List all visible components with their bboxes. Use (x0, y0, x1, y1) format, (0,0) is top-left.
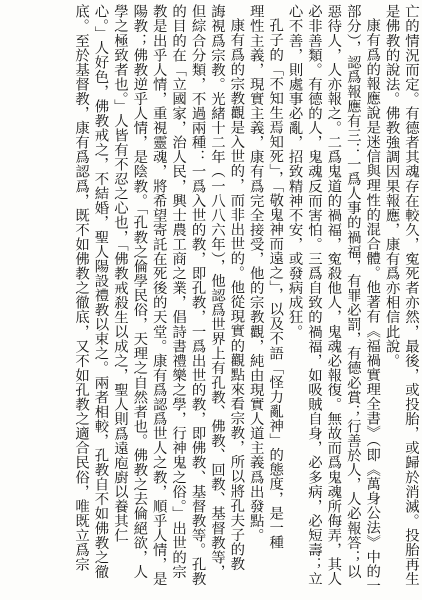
text-column: 心。」人好色，佛教戒之，不結婚，聖人陽設禮教以束之。兩者相較，孔教自不如佛教之徹 (92, 4, 109, 579)
text-column: 必非善類。有德的人，鬼魂反而害怕。三爲自致的禍福，如吸賊自身，必多病，必短壽；立 (305, 4, 322, 586)
text-column: 惡待人，人亦報之。二爲鬼道的禍福，寃殺他人，鬼魂必報復。無故而爲鬼魂所侮弄，其人 (325, 4, 342, 586)
text-column: 但綜合分類，不過兩種：一爲入世的教，即孔教，一爲出世的教，即佛教、基督教等。孔教 (189, 4, 206, 586)
text-column: 是佛教的說法。佛教強調因果報應，康有爲亦相信此說。 (383, 4, 400, 368)
text-column: 的目的在「立國家，治人民，興士農工商之業，倡詩書禮樂之學，行神鬼之俗。」出世的宗 (170, 4, 187, 579)
text-column: 部分），認爲報應有三：一爲人事的禍福，有罪必罰，有德必賞；行善於人，人必報答；以 (344, 4, 361, 579)
text-column: 學之極致者也。」人皆有不忍之心也，「佛教戒殺生以成之，聖人則爲遠庖廚以養其仁 (111, 4, 128, 543)
text-column: 理性主義，現實主義，康有爲完全接受，他的宗教觀，純由現實人道主義爲出發點。 (247, 4, 264, 543)
text-column: 底。至於基督教，康有爲認爲，既不如佛教之徹底，又不如孔教之適合民俗，唯既立爲宗 (73, 4, 90, 572)
text-column: 心不善，則處事必亂，招致精神不安，或發病成狂。 (286, 4, 303, 339)
text-column: 康有爲的報應說是迷信與理性的混合體。他著有《福禍實理全書》（即《萬身公法》中的一 (364, 18, 381, 594)
text-column: 孔子的「不知生焉知死」，「敬鬼神而遠之」，以及不語「怪力亂神」的態度，是一種 (267, 18, 284, 550)
text-column: 亡的情況而定。有德者其魂存在較久，寃死者亦然，最後，或投胎，或歸於消滅。投胎再生 (403, 4, 419, 586)
body-text (71, 4, 420, 594)
text-column: 教是出乎人情，重視靈魂，將希望寄託在死後的天堂。康有爲認爲世人之教，順乎人情，是 (150, 4, 167, 586)
text-column: 陽教；佛教逆乎人情，是陰教。「孔教之倫學民俗，天理之自然者也。佛教之去倫絕欲，人 (131, 4, 148, 579)
text-column: 誨視爲宗教。光緒十二年（一八八六年），他認爲世界上有孔教、佛教、回教、基督教等， (208, 4, 225, 579)
text-column: 康有爲的宗教觀是入世的，而非出世的。他從現實的觀點來看宗教，所以將孔夫子的教 (228, 18, 245, 572)
